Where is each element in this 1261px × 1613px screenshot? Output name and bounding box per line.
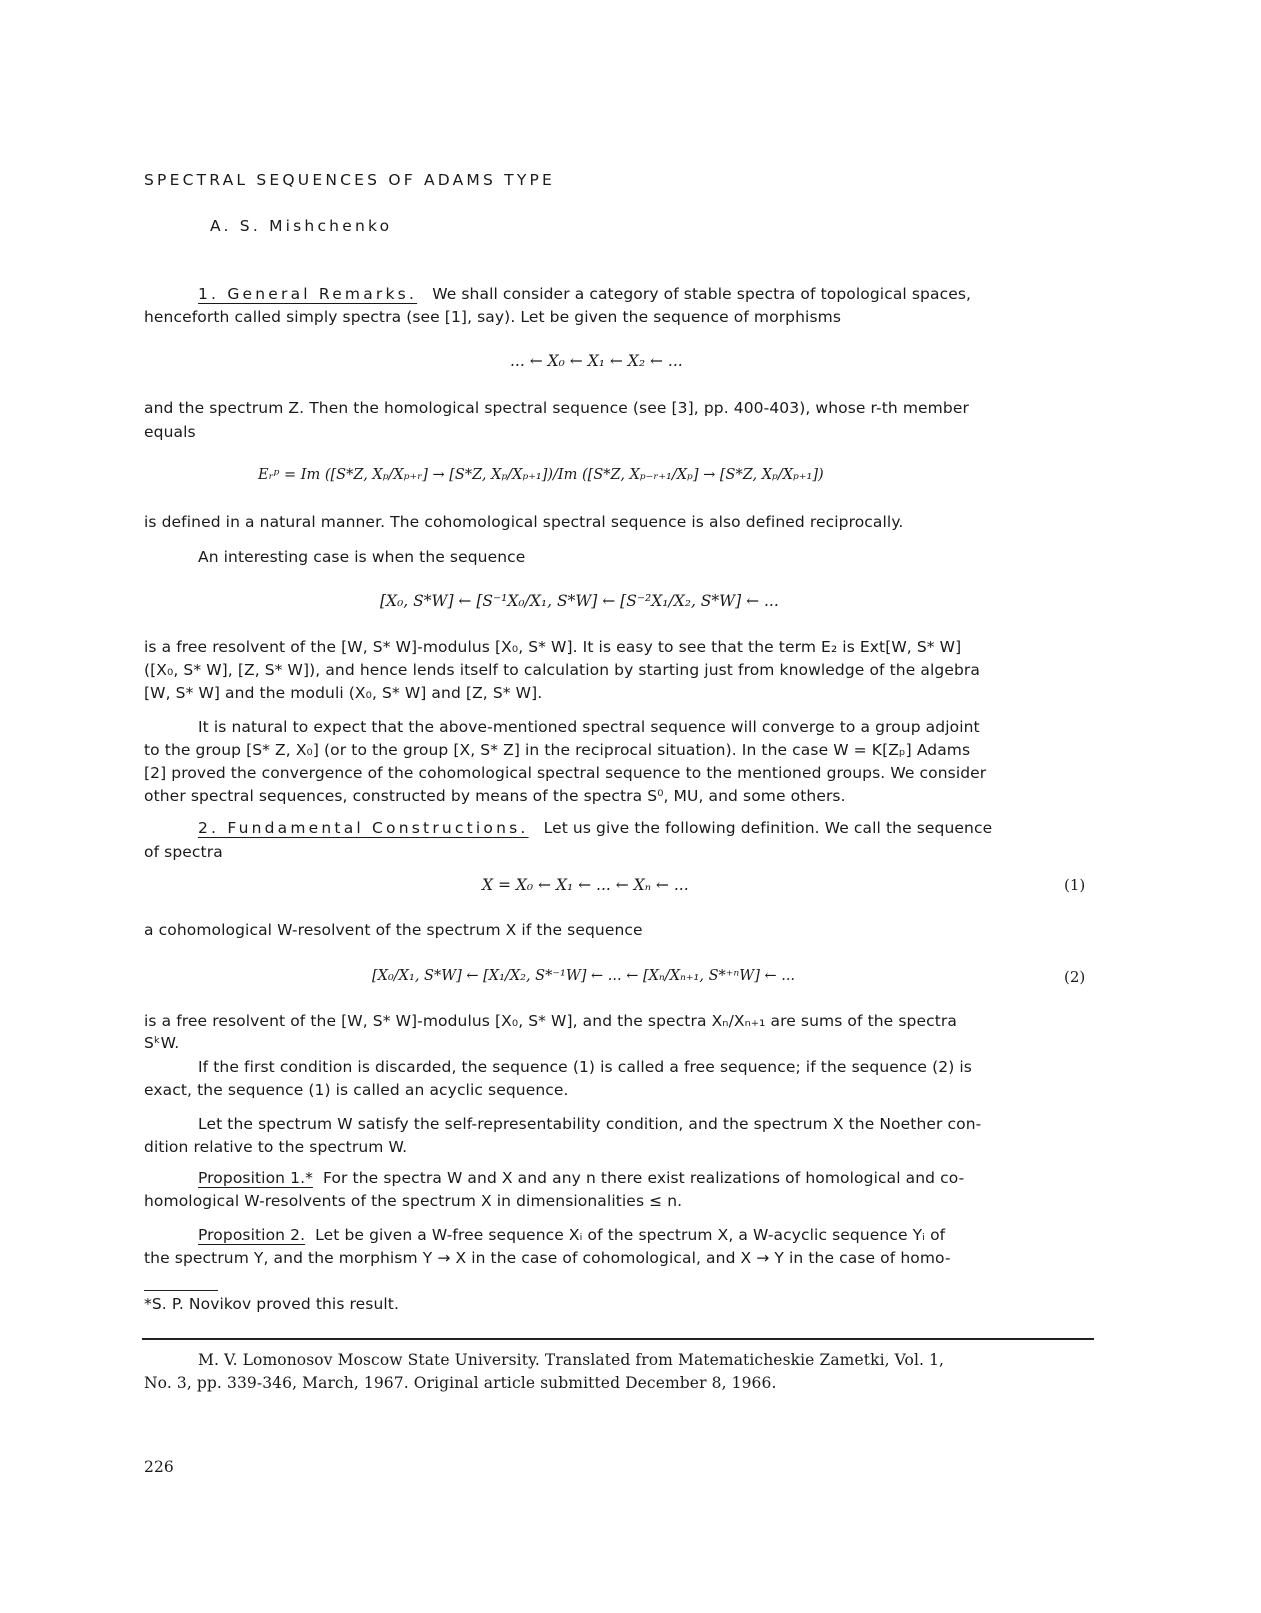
paragraph-5-line-1: is a free resolvent of the [W, S* W]-modulus [X₀, S* W]. It is easy to see that the term E₂ is Ext[W, S* W] bbox=[144, 638, 962, 656]
proposition-1-line-2: homological W-resolvents of the spectrum X in dimensionalities ≤ n. bbox=[144, 1192, 683, 1210]
section-1-line-2: henceforth called simply spectra (see [1], say). Let be given the sequence of morphisms bbox=[144, 308, 842, 326]
paragraph-10-line-1: Let the spectrum W satisfy the self-representability condition, and the spectrum X the Noether con- bbox=[198, 1115, 982, 1133]
author-name: A. S. Mishchenko bbox=[210, 217, 393, 235]
affiliation-rule bbox=[142, 1338, 1094, 1340]
proposition-2-text: Let be given a W-free sequence Xᵢ of the spectrum X, a W-acyclic sequence Yᵢ of bbox=[315, 1226, 946, 1244]
paragraph-7: a cohomological W-resolvent of the spectrum X if the sequence bbox=[144, 921, 643, 939]
footnote: *S. P. Novikov proved this result. bbox=[144, 1295, 400, 1313]
proposition-1-label: Proposition 1.* bbox=[198, 1169, 313, 1187]
affiliation-line-1: M. V. Lomonosov Moscow State University. Translated from Matematicheskie Zametki, Vol. 1, bbox=[198, 1351, 945, 1369]
paragraph-5-line-3: [W, S* W] and the moduli (X₀, S* W] and [Z, S* W]. bbox=[144, 684, 543, 702]
equation-1: X = X₀ ← X₁ ← ... ← Xₙ ← ... bbox=[482, 876, 689, 894]
proposition-2-line-2: the spectrum Y, and the morphism Y → X in the case of cohomological, and X → Y in the case of homo- bbox=[144, 1249, 951, 1267]
proposition-2-label: Proposition 2. bbox=[198, 1226, 306, 1244]
paragraph-3: is defined in a natural manner. The cohomological spectral sequence is also defined reciprocally. bbox=[144, 513, 904, 531]
footnote-rule bbox=[144, 1290, 218, 1291]
section-2-text: Let us give the following definition. We call the sequence bbox=[543, 819, 993, 837]
section-1-line-1 bbox=[198, 282, 971, 306]
paragraph-6-line-3: [2] proved the convergence of the cohomological spectral sequence to the mentioned groups. We consider bbox=[144, 764, 987, 782]
affiliation-line-2: No. 3, pp. 339-346, March, 1967. Original article submitted December 8, 1966. bbox=[144, 1374, 777, 1392]
equation-spectral-term: Eᵣᵖ = Im ([S*Z, Xₚ/Xₚ₊ᵣ] → [S*Z, Xₚ/Xₚ₊₁])/Im ([S*Z, Xₚ₋ᵣ₊₁/Xₚ] → [S*Z, Xₚ/Xₚ₊₁]) bbox=[258, 467, 824, 483]
paragraph-9-line-2: exact, the sequence (1) is called an acyclic sequence. bbox=[144, 1081, 569, 1099]
paragraph-9-line-1: If the first condition is discarded, the sequence (1) is called a free sequence; if the sequence (2) is bbox=[198, 1058, 972, 1076]
proposition-1-text: For the spectra W and X and any n there exist realizations of homological and co- bbox=[323, 1169, 965, 1187]
proposition-1-line-1 bbox=[198, 1166, 964, 1190]
paragraph-6-line-1: It is natural to expect that the above-mentioned spectral sequence will converge to a group adjoint bbox=[198, 718, 980, 736]
equation-2: [X₀/X₁, S*W] ← [X₁/X₂, S*⁻¹W] ← ... ← [Xₙ/Xₙ₊₁, S*⁺ⁿW] ← ... bbox=[372, 968, 796, 984]
paragraph-2-line-2: equals bbox=[144, 423, 196, 441]
paragraph-6-line-4: other spectral sequences, constructed by means of the spectra S⁰, MU, and some others. bbox=[144, 787, 846, 805]
paragraph-5-line-2: ([X₀, S* W], [Z, S* W]), and hence lends itself to calculation by starting just from knowledge of the algebra bbox=[144, 661, 980, 679]
paragraph-10-line-2: dition relative to the spectrum W. bbox=[144, 1138, 408, 1156]
equation-morphism-sequence: ... ← X₀ ← X₁ ← X₂ ← ... bbox=[510, 352, 683, 370]
paper-title: SPECTRAL SEQUENCES OF ADAMS TYPE bbox=[144, 171, 556, 189]
section-1-text: We shall consider a category of stable spectra of topological spaces, bbox=[432, 285, 972, 303]
paragraph-6-line-2: to the group [S* Z, X₀] (or to the group [X, S* Z] in the reciprocal situation). In the case W = K[Zₚ] Adams bbox=[144, 741, 971, 759]
section-2-line-1 bbox=[198, 816, 992, 840]
equation-resolvent: [X₀, S*W] ← [S⁻¹X₀/X₁, S*W] ← [S⁻²X₁/X₂, S*W] ← ... bbox=[380, 592, 779, 610]
section-1-heading: 1. General Remarks. bbox=[198, 285, 418, 303]
equation-1-number: (1) bbox=[1064, 876, 1086, 894]
proposition-2-line-1 bbox=[198, 1223, 945, 1247]
section-2-heading: 2. Fundamental Constructions. bbox=[198, 819, 529, 837]
paragraph-4: An interesting case is when the sequence bbox=[198, 548, 526, 566]
paragraph-2-line-1: and the spectrum Z. Then the homological spectral sequence (see [3], pp. 400-403), whose r-th member bbox=[144, 399, 969, 417]
section-2-line-2: of spectra bbox=[144, 843, 223, 861]
equation-2-number: (2) bbox=[1064, 968, 1086, 986]
page-number: 226 bbox=[144, 1458, 174, 1476]
paragraph-8-line-2: SᵏW. bbox=[144, 1034, 180, 1052]
paragraph-8-line-1: is a free resolvent of the [W, S* W]-modulus [X₀, S* W], and the spectra Xₙ/Xₙ₊₁ are sums of the spectra bbox=[144, 1012, 957, 1030]
